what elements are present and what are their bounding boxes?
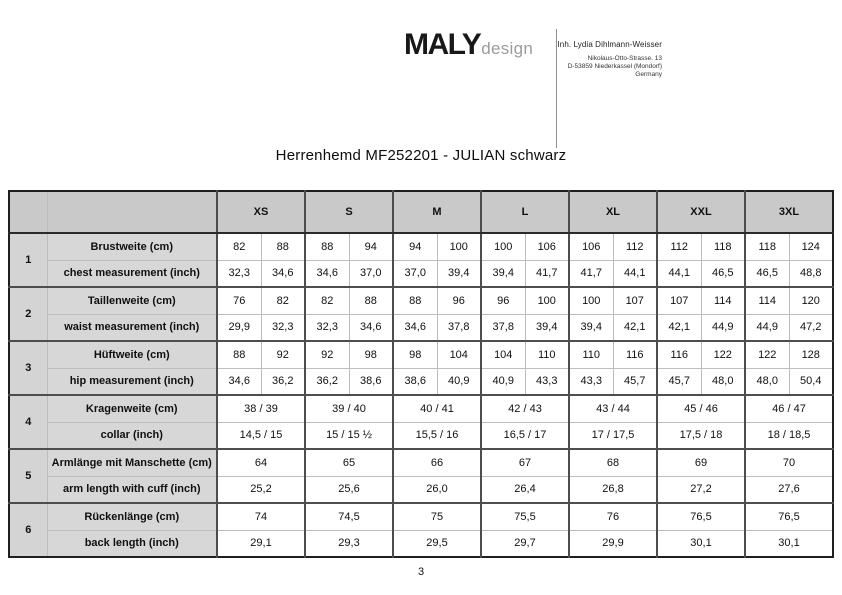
- value-cell: 25,6: [305, 476, 393, 503]
- value-cell: 48,8: [789, 260, 833, 287]
- value-cell: 29,1: [217, 530, 305, 557]
- value-cell: 112: [657, 233, 701, 260]
- value-cell: 37,0: [349, 260, 393, 287]
- table-row-inch: [9, 314, 833, 341]
- value-cell: 94: [393, 233, 437, 260]
- table-row-inch: [9, 530, 833, 557]
- value-cell: 114: [745, 287, 789, 314]
- value-cell: 70: [745, 449, 833, 476]
- contact-city: D-53859 Niederkassel (Mondorf): [567, 63, 662, 70]
- value-cell: 37,8: [437, 314, 481, 341]
- table-row-inch: [9, 260, 833, 287]
- value-cell: 88: [261, 233, 305, 260]
- value-cell: 88: [217, 341, 261, 368]
- value-cell: 110: [569, 341, 613, 368]
- value-cell: 29,5: [393, 530, 481, 557]
- value-cell: 26,8: [569, 476, 657, 503]
- row-number: 6: [9, 503, 47, 557]
- value-cell: 17,5 / 18: [657, 422, 745, 449]
- value-cell: 114: [701, 287, 745, 314]
- value-cell: 41,7: [525, 260, 569, 287]
- value-cell: 88: [349, 287, 393, 314]
- table-row-cm: [9, 287, 833, 314]
- value-cell: 118: [701, 233, 745, 260]
- value-cell: 82: [261, 287, 305, 314]
- value-cell: 69: [657, 449, 745, 476]
- value-cell: 104: [481, 341, 525, 368]
- value-cell: 96: [437, 287, 481, 314]
- value-cell: 128: [789, 341, 833, 368]
- value-cell: 29,7: [481, 530, 569, 557]
- value-cell: 41,7: [569, 260, 613, 287]
- value-cell: 34,6: [349, 314, 393, 341]
- value-cell: 34,6: [393, 314, 437, 341]
- value-cell: 92: [261, 341, 305, 368]
- value-cell: 29,3: [305, 530, 393, 557]
- value-cell: 32,3: [217, 260, 261, 287]
- value-cell: 96: [481, 287, 525, 314]
- value-cell: 75: [393, 503, 481, 530]
- value-cell: 122: [701, 341, 745, 368]
- value-cell: 32,3: [261, 314, 305, 341]
- value-cell: 27,2: [657, 476, 745, 503]
- value-cell: 39,4: [569, 314, 613, 341]
- row-label-en: hip measurement (inch): [47, 368, 217, 395]
- size-header-s: S: [305, 191, 393, 233]
- value-cell: 38,6: [393, 368, 437, 395]
- maly-design-logo: [404, 30, 533, 60]
- value-cell: 43,3: [569, 368, 613, 395]
- value-cell: 98: [349, 341, 393, 368]
- value-cell: 124: [789, 233, 833, 260]
- contact-country: Germany: [635, 71, 662, 78]
- value-cell: 82: [305, 287, 349, 314]
- value-cell: 15,5 / 16: [393, 422, 481, 449]
- value-cell: 48,0: [701, 368, 745, 395]
- size-header-xl: XL: [569, 191, 657, 233]
- value-cell: 30,1: [745, 530, 833, 557]
- value-cell: 50,4: [789, 368, 833, 395]
- value-cell: 46 / 47: [745, 395, 833, 422]
- value-cell: 18 / 18,5: [745, 422, 833, 449]
- value-cell: 37,0: [393, 260, 437, 287]
- value-cell: 44,9: [701, 314, 745, 341]
- value-cell: 16,5 / 17: [481, 422, 569, 449]
- value-cell: 36,2: [261, 368, 305, 395]
- value-cell: 43,3: [525, 368, 569, 395]
- value-cell: 74,5: [305, 503, 393, 530]
- table-row-inch: [9, 476, 833, 503]
- page-title: Herrenhemd MF252201 - JULIAN schwarz: [275, 147, 567, 164]
- value-cell: 75,5: [481, 503, 569, 530]
- value-cell: 76,5: [745, 503, 833, 530]
- value-cell: 88: [305, 233, 349, 260]
- value-cell: 116: [613, 341, 657, 368]
- row-label-en: collar (inch): [47, 422, 217, 449]
- value-cell: 38,6: [349, 368, 393, 395]
- value-cell: 92: [305, 341, 349, 368]
- value-cell: 26,0: [393, 476, 481, 503]
- value-cell: 107: [613, 287, 657, 314]
- value-cell: 32,3: [305, 314, 349, 341]
- contact-block: [556, 40, 662, 79]
- value-cell: 26,4: [481, 476, 569, 503]
- row-label-en: back length (inch): [47, 530, 217, 557]
- row-label-en: waist measurement (inch): [47, 314, 217, 341]
- value-cell: 74: [217, 503, 305, 530]
- value-cell: 36,2: [305, 368, 349, 395]
- value-cell: 42,1: [613, 314, 657, 341]
- value-cell: 76,5: [657, 503, 745, 530]
- value-cell: 44,1: [613, 260, 657, 287]
- value-cell: 34,6: [217, 368, 261, 395]
- row-label-de: Hüftweite (cm): [47, 341, 217, 368]
- row-label-de: Armlänge mit Manschette (cm): [47, 449, 217, 476]
- row-number: 5: [9, 449, 47, 503]
- row-number: 3: [9, 341, 47, 395]
- row-label-en: arm length with cuff (inch): [47, 476, 217, 503]
- size-header-l: L: [481, 191, 569, 233]
- table-row-inch: [9, 422, 833, 449]
- row-number: 2: [9, 287, 47, 341]
- value-cell: 34,6: [261, 260, 305, 287]
- table-row-inch: [9, 368, 833, 395]
- table-row-cm: [9, 395, 833, 422]
- size-header-3xl: 3XL: [745, 191, 833, 233]
- value-cell: 40,9: [437, 368, 481, 395]
- value-cell: 65: [305, 449, 393, 476]
- value-cell: 110: [525, 341, 569, 368]
- value-cell: 43 / 44: [569, 395, 657, 422]
- value-cell: 39,4: [481, 260, 525, 287]
- table-row-cm: [9, 449, 833, 476]
- value-cell: 29,9: [217, 314, 261, 341]
- value-cell: 118: [745, 233, 789, 260]
- value-cell: 39,4: [525, 314, 569, 341]
- value-cell: 88: [393, 287, 437, 314]
- value-cell: 40 / 41: [393, 395, 481, 422]
- value-cell: 106: [525, 233, 569, 260]
- value-cell: 45 / 46: [657, 395, 745, 422]
- value-cell: 112: [613, 233, 657, 260]
- value-cell: 15 / 15 ½: [305, 422, 393, 449]
- value-cell: 25,2: [217, 476, 305, 503]
- value-cell: 122: [745, 341, 789, 368]
- value-cell: 100: [481, 233, 525, 260]
- row-label-de: Kragenweite (cm): [47, 395, 217, 422]
- page-number: 3: [417, 566, 425, 578]
- value-cell: 29,9: [569, 530, 657, 557]
- value-cell: 46,5: [701, 260, 745, 287]
- value-cell: 45,7: [613, 368, 657, 395]
- value-cell: 45,7: [657, 368, 701, 395]
- corner-cell: [9, 191, 47, 233]
- value-cell: 120: [789, 287, 833, 314]
- contact-street: Nikolaus-Otto-Strasse. 13: [587, 55, 662, 62]
- value-cell: 82: [217, 233, 261, 260]
- value-cell: 76: [217, 287, 261, 314]
- row-number: 1: [9, 233, 47, 287]
- logo-suffix-text: design: [481, 39, 534, 58]
- value-cell: 37,8: [481, 314, 525, 341]
- label-header-cell: [47, 191, 217, 233]
- value-cell: 116: [657, 341, 701, 368]
- size-header-xxl: XXL: [657, 191, 745, 233]
- value-cell: 27,6: [745, 476, 833, 503]
- row-label-de: Taillenweite (cm): [47, 287, 217, 314]
- size-header-m: M: [393, 191, 481, 233]
- value-cell: 68: [569, 449, 657, 476]
- size-header-row: [9, 191, 833, 233]
- value-cell: 107: [657, 287, 701, 314]
- table-row-cm: [9, 503, 833, 530]
- value-cell: 39 / 40: [305, 395, 393, 422]
- value-cell: 100: [525, 287, 569, 314]
- value-cell: 14,5 / 15: [217, 422, 305, 449]
- size-header-xs: XS: [217, 191, 305, 233]
- size-table: [8, 190, 834, 558]
- value-cell: 64: [217, 449, 305, 476]
- value-cell: 100: [569, 287, 613, 314]
- value-cell: 66: [393, 449, 481, 476]
- value-cell: 67: [481, 449, 569, 476]
- value-cell: 44,1: [657, 260, 701, 287]
- row-label-en: chest measurement (inch): [47, 260, 217, 287]
- value-cell: 42,1: [657, 314, 701, 341]
- table-row-cm: [9, 233, 833, 260]
- value-cell: 76: [569, 503, 657, 530]
- value-cell: 47,2: [789, 314, 833, 341]
- value-cell: 42 / 43: [481, 395, 569, 422]
- value-cell: 38 / 39: [217, 395, 305, 422]
- value-cell: 106: [569, 233, 613, 260]
- row-label-de: Brustweite (cm): [47, 233, 217, 260]
- value-cell: 94: [349, 233, 393, 260]
- value-cell: 100: [437, 233, 481, 260]
- value-cell: 40,9: [481, 368, 525, 395]
- value-cell: 48,0: [745, 368, 789, 395]
- logo-brand-text: MALY: [404, 28, 481, 61]
- value-cell: 104: [437, 341, 481, 368]
- value-cell: 34,6: [305, 260, 349, 287]
- value-cell: 17 / 17,5: [569, 422, 657, 449]
- value-cell: 30,1: [657, 530, 745, 557]
- value-cell: 46,5: [745, 260, 789, 287]
- value-cell: 39,4: [437, 260, 481, 287]
- row-label-de: Rückenlänge (cm): [47, 503, 217, 530]
- value-cell: 44,9: [745, 314, 789, 341]
- value-cell: 98: [393, 341, 437, 368]
- contact-owner: Inh. Lydia Dihlmann-Weisser: [557, 40, 662, 49]
- row-number: 4: [9, 395, 47, 449]
- table-row-cm: [9, 341, 833, 368]
